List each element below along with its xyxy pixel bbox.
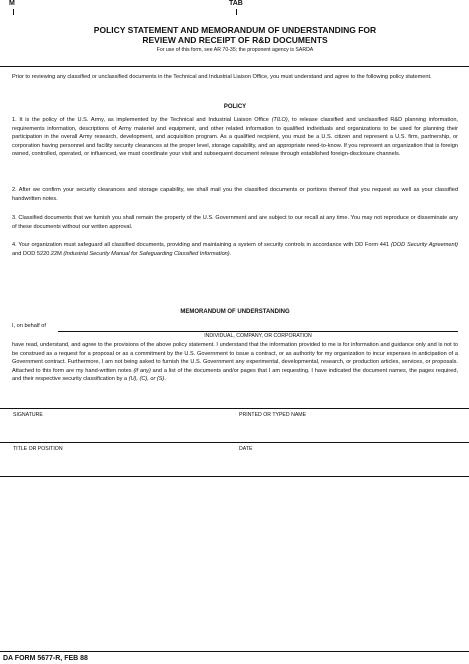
mou-body-classifications: (U), (C), or (S) [128,376,165,383]
signature-label: SIGNATURE [13,412,43,418]
tab-m-tick [13,9,14,15]
form-number: DA FORM 5677-R, FEB 88 [3,655,88,662]
mou-body-text-e: . [164,376,166,383]
policy-p4-text-a: 4. Your organization must safeguard all classified documents, providing and maintaining a system of security controls in accordance with DD Form 441 [12,242,391,248]
policy-paragraph-4 [12,241,458,258]
form-subtitle: For use of this form, see AR 70-35; the proponent agency is SARDA [156,47,314,53]
title-position-label: TITLE OR POSITION [13,446,63,452]
policy-heading: POLICY [223,104,247,110]
date-label: DATE [239,446,253,452]
signature-row-top-rule [0,408,469,409]
entity-caption: INDIVIDUAL, COMPANY, OR CORPORATION [204,333,312,339]
form-title-line2: REVIEW AND RECEIPT OF R&D DOCUMENTS [142,35,328,45]
printed-name-field[interactable] [238,420,460,441]
tab-tick [236,9,237,15]
intro-text: Prior to reviewing any classified or unclassified documents in the Technical and Industrial Liaison Office, you must understand and agree to the following policy statement. [12,74,432,80]
policy-p4-text-c: and DOD 5220.22M [12,250,64,257]
policy-paragraph-1 [12,116,458,159]
fields-bottom-rule [0,476,469,477]
entity-name-field[interactable] [58,331,458,332]
mou-heading: MEMORANDUM OF UNDERSTANDING [180,309,290,315]
title-row-top-rule [0,442,469,443]
policy-p4-manual-title: (Industrial Security Manual for Safeguarding Classified Information) [63,250,230,257]
header-divider [0,66,469,67]
mou-body-text-c: and a list of the documents and/or pages that I am requesting. I have indicated the document names, the pages required, and their respective security classification by a [12,367,458,383]
mou-body-text-a: have read, understand, and agree to the provisions of the above policy statement. I understand that the information provided to me is for information and guidance only and is not to be construed as a request for a proposal or as a commitment by the U.S. Government to issue a contract, or as authority for my organization to incur expenses in anticipation of a Government contract. Furthermore, I am not being asked to furnish the U.S. Government any experimental, developmental, research, or production articles, services, or proposals. Attached to this form are my hand-written notes [12,342,458,374]
date-field[interactable] [238,454,460,475]
policy-p4-dd441-title: (DOD Security Agreement) [390,242,459,248]
policy-p1-text-c: , to release classified and unclassified R&D planning information, requirements information, descriptions of Army materiel and equipment, and other related information to qualified individuals and organizations to be used for planning their participation in the overall Army research, development, and acquisition program. As a qualified recipient, you must be a U.S. citizen and represent a U.S. firm, partnership, or corporation having personnel and facility security clearances at the proper level, storage capability, and an appropriate need-to-know. If you represent an organization that is foreign owned, controlled, operated, or influenced, we must coordinate your visit and subsequent document release through established foreign-disclosure channels. [12,117,458,158]
tab-marker: TAB [229,0,243,7]
on-behalf-label: I, on behalf of [12,323,46,329]
form-title [40,25,430,45]
policy-paragraph-2: 2. After we confirm your security clearances and storage capability, we shall mail you the classified documents or portions thereof that you request as well as your classified handwritten notes. [12,187,458,202]
mou-body-if-any: (if any) [133,367,151,374]
policy-p4-text-e: . [229,250,232,257]
mou-body [12,341,458,384]
footer-rule [0,651,469,652]
printed-name-label: PRINTED OR TYPED NAME [239,412,307,418]
form-title-line1: POLICY STATEMENT AND MEMORANDUM OF UNDERSTANDING FOR [93,25,377,35]
policy-p1-tilo: (TILO) [271,117,288,123]
policy-paragraph-3: 3. Classified documents that we furnish you shall remain the property of the U.S. Government and are subject to our recall at any time. You may not reproduce or disseminate any of these documents without our written approval. [12,215,458,230]
tab-m-marker: M [9,0,15,7]
policy-p1-text-a: 1. It is the policy of the U.S. Army, as implemented by the Technical and Industrial Liaison Office [12,117,272,123]
signature-field[interactable] [12,420,234,441]
title-position-field[interactable] [12,454,234,475]
